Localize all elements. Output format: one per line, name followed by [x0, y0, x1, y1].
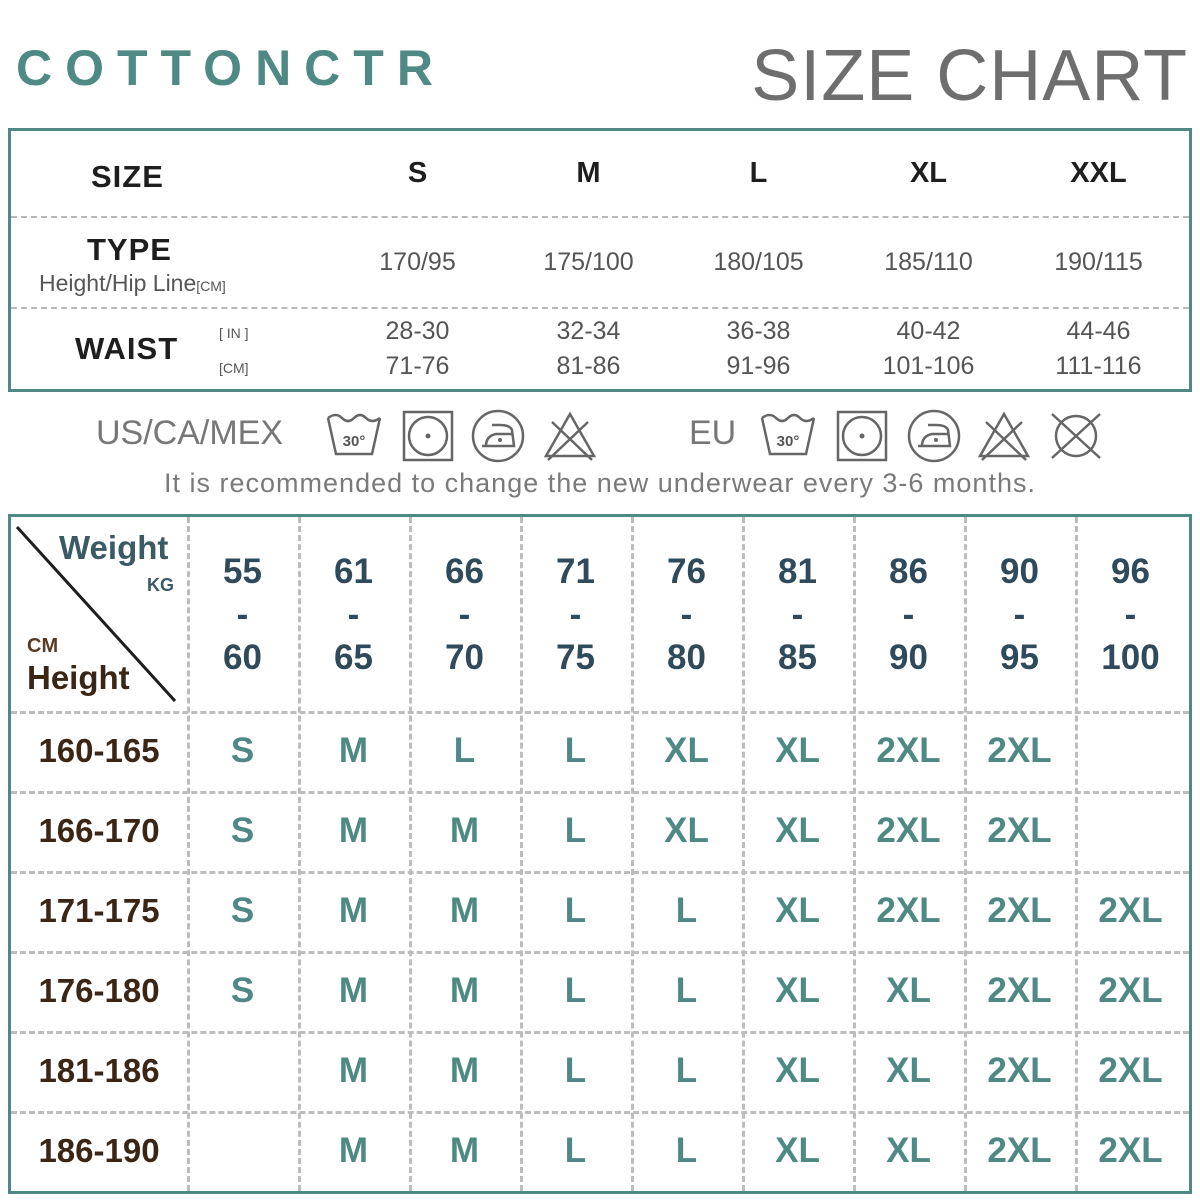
size-cell: 2XL: [876, 811, 941, 850]
region-us-label: US/CA/MEX: [96, 414, 284, 452]
size-cell: L: [675, 1131, 698, 1170]
size-table: [8, 128, 1192, 392]
no-bleach-icon: [542, 408, 598, 464]
replacement-notice: It is recommended to change the new underwear every 3-6 months.: [164, 468, 1036, 498]
height-range-header: 186-190: [38, 1132, 160, 1169]
size-cell: 2XL: [987, 1051, 1052, 1090]
type-sub-unit: [CM]: [196, 278, 226, 294]
waist-cm-value: 111-116: [1055, 352, 1142, 380]
weight-range-high: 75: [556, 637, 595, 677]
size-cell: L: [564, 811, 587, 850]
weight-range-high: 100: [1101, 637, 1160, 677]
size-cell: XL: [775, 811, 820, 850]
size-cell: L: [564, 971, 587, 1010]
size-cell: S: [230, 971, 255, 1010]
weight-range-dash: -: [347, 594, 360, 634]
size-cell: XL: [664, 731, 709, 770]
size-cell: 2XL: [1098, 891, 1163, 930]
size-cell: XL: [775, 1051, 820, 1090]
no-bleach-icon: [976, 408, 1032, 464]
brand-logo: COTTONCTR: [16, 40, 446, 96]
weight-range-low: 71: [556, 551, 595, 591]
height-range-header: 160-165: [38, 732, 160, 769]
height-range-header: 181-186: [38, 1052, 160, 1089]
page-title: SIZE CHART: [751, 36, 1188, 116]
waist-in-value: 36-38: [726, 317, 791, 345]
weight-range-header: [1075, 517, 1186, 711]
size-cell: M: [449, 1051, 480, 1090]
weight-range-header: [187, 517, 298, 711]
size-cell: L: [564, 1131, 587, 1170]
waist-unit-in: [ IN ]: [219, 325, 249, 341]
size-cell: L: [564, 731, 587, 770]
size-header: [503, 131, 674, 216]
size-cell: L: [675, 1051, 698, 1090]
no-dry-clean-icon: [1048, 408, 1104, 464]
size-cell: 2XL: [987, 971, 1052, 1010]
size-cell: S: [230, 731, 255, 770]
weight-range-low: 76: [667, 551, 706, 591]
weight-range-dash: -: [680, 594, 693, 634]
size-header: [332, 131, 503, 216]
size-cell: [187, 1111, 298, 1191]
type-value: 190/115: [1054, 248, 1143, 276]
size-cell: M: [338, 1131, 369, 1170]
weight-unit: KG: [147, 575, 174, 595]
size-cell: [187, 1031, 298, 1111]
weight-range-dash: -: [458, 594, 471, 634]
type-label: TYPE: [87, 232, 172, 267]
weight-range-header: [298, 517, 409, 711]
size-cell: S: [230, 811, 255, 850]
size-cell: M: [338, 1051, 369, 1090]
type-value: 175/100: [543, 248, 634, 276]
size-cell: L: [564, 1051, 587, 1090]
size-cell: S: [230, 891, 255, 930]
waist-cm-value: 101-106: [882, 352, 975, 380]
size-cell: M: [449, 971, 480, 1010]
waist-unit-cm: [CM]: [219, 360, 249, 376]
size-row: [11, 131, 1189, 216]
weight-range-high: 95: [1000, 637, 1039, 677]
size-cell: 2XL: [876, 731, 941, 770]
size-cell: 2XL: [876, 891, 941, 930]
tumble-dry-icon: [834, 408, 890, 464]
height-range-header: 171-175: [38, 892, 160, 929]
size-header-label: L: [749, 157, 768, 189]
weight-range-header: [964, 517, 1075, 711]
weight-range-dash: -: [1013, 594, 1026, 634]
wash-temp-text: 30°: [342, 433, 366, 450]
size-cell: M: [338, 731, 369, 770]
height-range-header: 176-180: [38, 972, 160, 1009]
weight-range-dash: -: [236, 594, 249, 634]
size-cell: M: [449, 811, 480, 850]
size-cell: XL: [886, 971, 931, 1010]
size-cell: 2XL: [987, 1131, 1052, 1170]
weight-range-header: [520, 517, 631, 711]
weight-range-header: [631, 517, 742, 711]
waist-cm-value: 81-86: [556, 352, 621, 380]
height-label: Height: [27, 659, 130, 696]
weight-range-low: 96: [1111, 551, 1150, 591]
type-value: 170/95: [379, 248, 456, 276]
type-value: 180/105: [713, 248, 804, 276]
size-cell: XL: [886, 1051, 931, 1090]
size-cell: 2XL: [987, 811, 1052, 850]
size-cell: XL: [664, 811, 709, 850]
wash-30-icon: [760, 408, 816, 464]
size-cell: M: [449, 1131, 480, 1170]
type-sublabel: [39, 270, 226, 297]
waist-cell: [673, 309, 844, 389]
size-cell: 2XL: [1098, 971, 1163, 1010]
size-header: [843, 131, 1014, 216]
waist-in-value: 40-42: [896, 317, 961, 345]
weight-range-low: 61: [334, 551, 373, 591]
size-label: SIZE: [91, 159, 164, 194]
iron-low-icon: [906, 408, 962, 464]
care-instructions: [0, 404, 1200, 468]
waist-row: [11, 307, 1189, 389]
size-cell: M: [449, 891, 480, 930]
weight-range-low: 81: [778, 551, 817, 591]
waist-cm-value: 71-76: [385, 352, 450, 380]
size-cell: M: [338, 971, 369, 1010]
type-cell: [843, 218, 1014, 307]
waist-in-value: 32-34: [556, 317, 621, 345]
size-cell: XL: [775, 731, 820, 770]
size-header: [673, 131, 844, 216]
size-header-label: M: [576, 157, 601, 189]
type-sub-text: Height/Hip Line: [39, 270, 197, 296]
weight-range-dash: -: [1124, 594, 1137, 634]
weight-range-high: 70: [445, 637, 484, 677]
size-header-label: XL: [909, 157, 948, 189]
type-row: [11, 216, 1189, 307]
waist-cell: [332, 309, 503, 389]
size-cell: 2XL: [987, 891, 1052, 930]
size-cell: M: [338, 811, 369, 850]
size-cell: 2XL: [1098, 1051, 1163, 1090]
iron-low-icon: [470, 408, 526, 464]
type-value: 185/110: [884, 248, 973, 276]
size-cell: L: [564, 891, 587, 930]
size-header: [1013, 131, 1184, 216]
weight-range-high: 65: [334, 637, 373, 677]
size-cell: L: [675, 891, 698, 930]
size-cell: 2XL: [987, 731, 1052, 770]
weight-range-header: [853, 517, 964, 711]
weight-range-dash: -: [902, 594, 915, 634]
weight-range-dash: -: [791, 594, 804, 634]
size-cell: [1075, 711, 1186, 791]
size-cell: 2XL: [1098, 1131, 1163, 1170]
height-unit: CM: [27, 635, 59, 657]
size-cell: [1075, 791, 1186, 871]
size-cell: M: [338, 891, 369, 930]
type-cell: [1013, 218, 1184, 307]
wash-temp-text: 30°: [776, 433, 800, 450]
size-cell: L: [453, 731, 476, 770]
size-cell: L: [675, 971, 698, 1010]
waist-in-value: 28-30: [385, 317, 450, 345]
weight-range-low: 66: [445, 551, 484, 591]
size-header-label: S: [407, 157, 428, 189]
type-cell: [332, 218, 503, 307]
size-cell: XL: [775, 891, 820, 930]
tumble-dry-icon: [400, 408, 456, 464]
wash-30-icon: [326, 408, 382, 464]
height-range-header: 166-170: [38, 812, 160, 849]
weight-range-high: 85: [778, 637, 817, 677]
weight-range-low: 90: [1000, 551, 1039, 591]
weight-range-high: 90: [889, 637, 928, 677]
weight-range-low: 55: [223, 551, 262, 591]
waist-cell: [843, 309, 1014, 389]
weight-range-high: 60: [223, 637, 262, 677]
fit-table: [8, 514, 1192, 1194]
weight-range-low: 86: [889, 551, 928, 591]
size-cell: XL: [886, 1131, 931, 1170]
waist-cell: [1013, 309, 1184, 389]
waist-label: WAIST: [75, 331, 179, 366]
type-cell: [503, 218, 674, 307]
waist-in-value: 44-46: [1066, 317, 1131, 345]
size-cell: XL: [775, 971, 820, 1010]
weight-range-header: [409, 517, 520, 711]
size-header-label: XXL: [1070, 157, 1127, 189]
weight-range-dash: -: [569, 594, 582, 634]
waist-cell: [503, 309, 674, 389]
waist-cm-value: 91-96: [726, 352, 791, 380]
weight-label: Weight: [59, 529, 169, 566]
weight-range-high: 80: [667, 637, 706, 677]
size-cell: XL: [775, 1131, 820, 1170]
region-eu-label: EU: [689, 414, 737, 452]
type-cell: [673, 218, 844, 307]
weight-range-header: [742, 517, 853, 711]
